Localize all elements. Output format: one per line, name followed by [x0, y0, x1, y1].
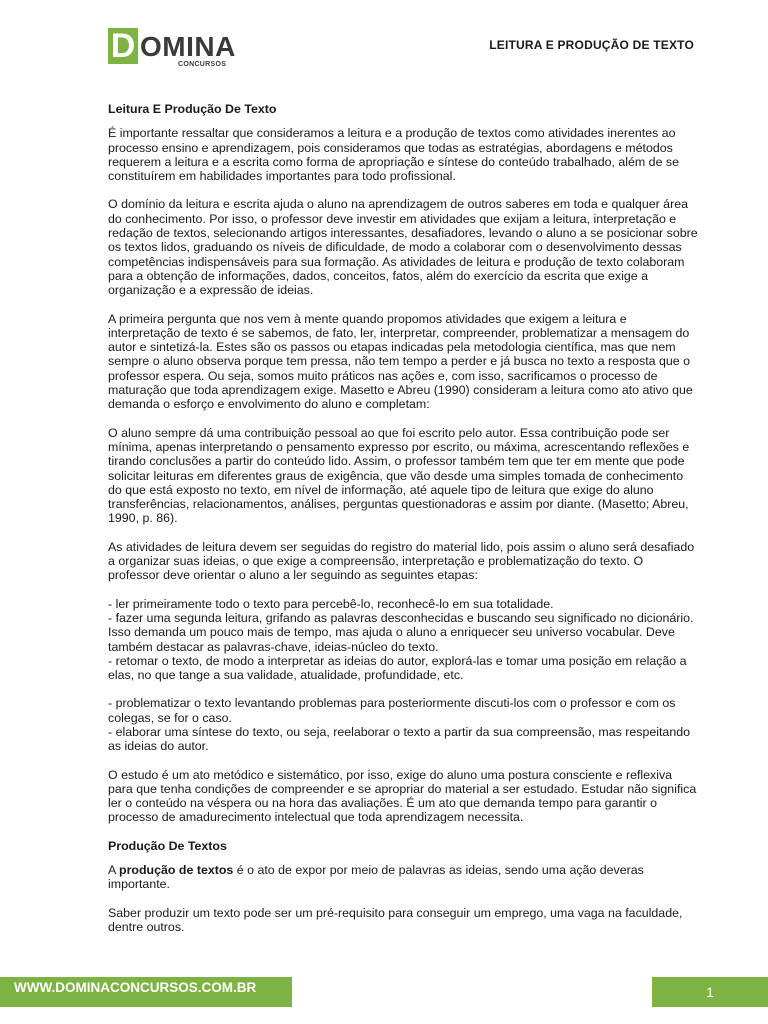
- paragraph: Saber produzir um texto pode ser um pré-requisito para conseguir um emprego, uma vaga na faculdade, dentre outros.: [108, 905, 683, 934]
- page-header: [0, 0, 768, 80]
- text-span: A: [108, 863, 120, 878]
- document-title: LEITURA E PRODUÇÃO DE TEXTO: [489, 38, 694, 52]
- document-body: [108, 102, 698, 948]
- logo-letter: D: [108, 28, 138, 64]
- domina-logo: [108, 28, 238, 70]
- paragraph: A primeira pergunta que nos vem à mente quando propomos atividades que exigem a leitura e interpretação de texto é se sabemos, de fato, ler, interpretar, compreender, problematizar a mensagem do autor e sintetizá-la. Estes são os passos ou etapas indicadas pela metodologia científica, mas que nem sempre o aluno observa porque tem pressa, não tem tempo a perder e já busca no texto a resposta que o professor espera. Ou seja, somos muito práticos nas ações e, com isso, sacrificamos o processo de maturação que toda aprendizagem exige. Masetto e Abreu (1990) consideram a leitura como ato ativo que demanda o esforço e envolvimento do aluno e completam:: [108, 311, 693, 412]
- logo-subtitle: CONCURSOS: [178, 61, 227, 68]
- page-number: 1: [652, 977, 768, 1007]
- paragraph: [108, 863, 698, 892]
- paragraph: As atividades de leitura devem ser seguidas do registro do material lido, pois assim o aluno será desafiado a organizar suas ideias, o que exige a compreensão, interpretação e problematização do texto. O professor deve orientar o aluno a ler seguindo as seguintes etapas:: [108, 539, 695, 583]
- section-heading: Produção De Textos: [108, 838, 227, 853]
- paragraph: O domínio da leitura e escrita ajuda o aluno na aprendizagem de outros saberes em toda e qualquer área do conhecimento. Por isso, o professor deve investir em atividades que exijam a leitura, interpretação e redação de textos, selecionando artigos interessantes, desafiadores, levando o aluno a se posicionar sobre os textos lidos, graduando os níveis de dificuldade, de modo a colaborar com o desenvolvimento dessas competências indispensáveis para sua formação. As atividades de leitura e produção de texto colaboram para a obtenção de informações, dados, conceitos, fatos, além do exercício da escrita que exige a organização e a expressão de ideias.: [108, 197, 698, 298]
- footer-website[interactable]: WWW.DOMINACONCURSOS.COM.BR: [0, 977, 292, 1007]
- bold-term: produção de textos: [119, 863, 234, 878]
- paragraph: O estudo é um ato metódico e sistemático, por isso, exige do aluno uma postura consciente e reflexiva para que tenha condições de compreender e se apropriar do material a ser estudado. Estudar não significa ler o conteúdo na véspera ou na hora das avaliações. É um ato que demanda tempo para garantir o processo de amadurecimento intelectual que toda aprendizagem necessita.: [108, 767, 697, 825]
- paragraph: É importante ressaltar que consideramos a leitura e a produção de textos como atividades inerentes ao processo ensino e aprendizagem, pois consideramos que todas as estratégias, abordagens e métodos requerem a leitura e a escrita como forma de apropriação e síntese do conteúdo trabalhado, além de se constituírem em habilidades importantes para todo profissional.: [108, 126, 679, 184]
- list-item: - elaborar uma síntese do texto, ou seja, reelaborar o texto a partir da sua compreensão, mas respeitando as ideias do autor.: [108, 724, 690, 754]
- list-item: - ler primeiramente todo o texto para percebê-lo, reconhecê-lo em sua totalidade.: [108, 596, 554, 611]
- list-item: - retomar o texto, de modo a interpretar as ideias do autor, explorá-las e tomar uma posição em relação a elas, no que tange a sua validade, atualidade, profundidade, etc.: [108, 653, 687, 683]
- quote-paragraph: O aluno sempre dá uma contribuição pessoal ao que foi escrito pelo autor. Essa contribuição pode ser mínima, apenas interpretando o pensamento expresso por escrito, ou máxima, acrescentando reflexões e tirando conclusões a partir do conteúdo lido. Assim, o professor também tem que ter em mente que pode solicitar leituras em diferentes graus de exigência, que vão desde uma simples tomada de conhecimento do que está exposto no texto, em nível de informação, até aquele tipo de leitura que exige do aluno transferências, relacionamentos, análises, perguntas questionadoras e assim por diante. (Masetto; Abreu, 1990, p. 86).: [108, 425, 690, 526]
- list-item: - problematizar o texto levantando problemas para posteriormente discuti-los com o professor e com os colegas, se for o caso.: [108, 696, 676, 725]
- section-heading: Leitura E Produção De Texto: [108, 102, 277, 116]
- logo-word: OMINA: [140, 31, 236, 62]
- list-item: - fazer uma segunda leitura, grifando as palavras desconhecidas e buscando seu significado no dicionário. Isso demanda um pouco mais de tempo, mas ajuda o aluno a enriquecer seu universo vocabular. Deve também destacar as palavras-chave, ideias-núcleo do texto.: [108, 610, 694, 654]
- text-span: é o ato de expor por meio de palavras as ideias, sendo uma ação deveras importante.: [108, 863, 644, 892]
